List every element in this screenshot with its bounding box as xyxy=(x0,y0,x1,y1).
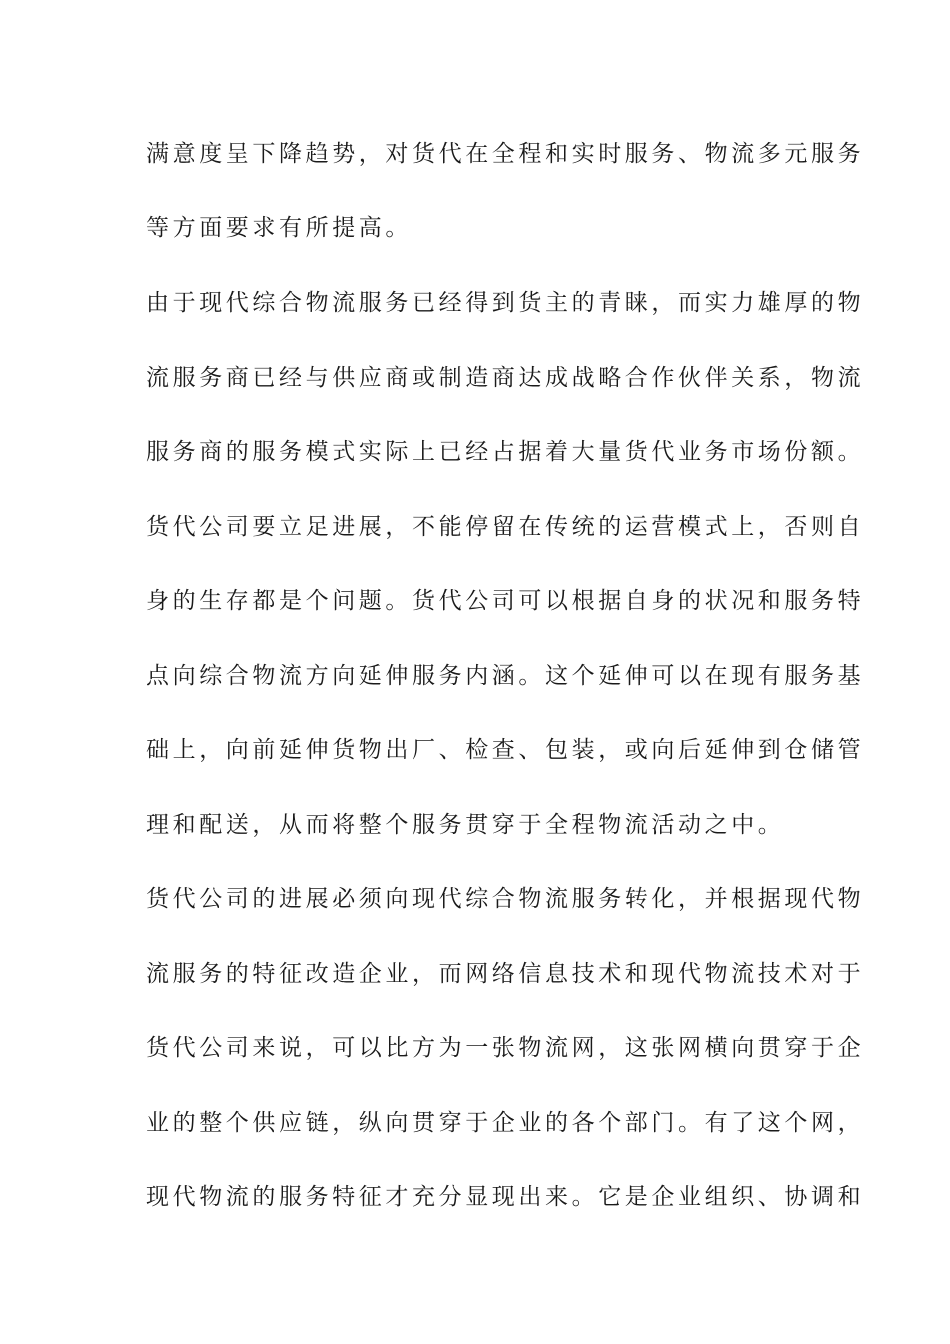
text-line: 服务商的服务模式实际上已经占据着大量货代业务市场份额。 xyxy=(146,439,865,465)
text-line: 流服务的特征改造企业，而网络信息技术和现代物流技术对于 xyxy=(146,961,865,987)
text-line: 现代物流的服务特征才充分显现出来。它是企业组织、协调和 xyxy=(146,1184,865,1210)
text-line: 由于现代综合物流服务已经得到货主的青睐，而实力雄厚的物 xyxy=(146,290,865,316)
text-line: 货代公司来说，可以比方为一张物流网，这张网横向贯穿于企 xyxy=(146,1035,865,1061)
text-line: 货代公司要立足进展，不能停留在传统的运营模式上，否则自 xyxy=(146,514,865,540)
text-line: 业的整个供应链，纵向贯穿于企业的各个部门。有了这个网， xyxy=(146,1110,865,1136)
text-line: 流服务商已经与供应商或制造商达成战略合作伙伴关系，物流 xyxy=(146,365,865,391)
text-line: 理和配送，从而将整个服务贯穿于全程物流活动之中。 xyxy=(146,812,785,838)
text-line: 等方面要求有所提高。 xyxy=(146,215,412,241)
text-line: 点向综合物流方向延伸服务内涵。这个延伸可以在现有服务基 xyxy=(146,663,865,689)
text-line: 货代公司的进展必须向现代综合物流服务转化，并根据现代物 xyxy=(146,886,865,912)
text-line: 满意度呈下降趋势，对货代在全程和实时服务、物流多元服务 xyxy=(146,141,865,167)
text-line: 础上，向前延伸货物出厂、检查、包装，或向后延伸到仓储管 xyxy=(146,737,865,763)
text-line: 身的生存都是个问题。货代公司可以根据自身的状况和服务特 xyxy=(146,588,865,614)
